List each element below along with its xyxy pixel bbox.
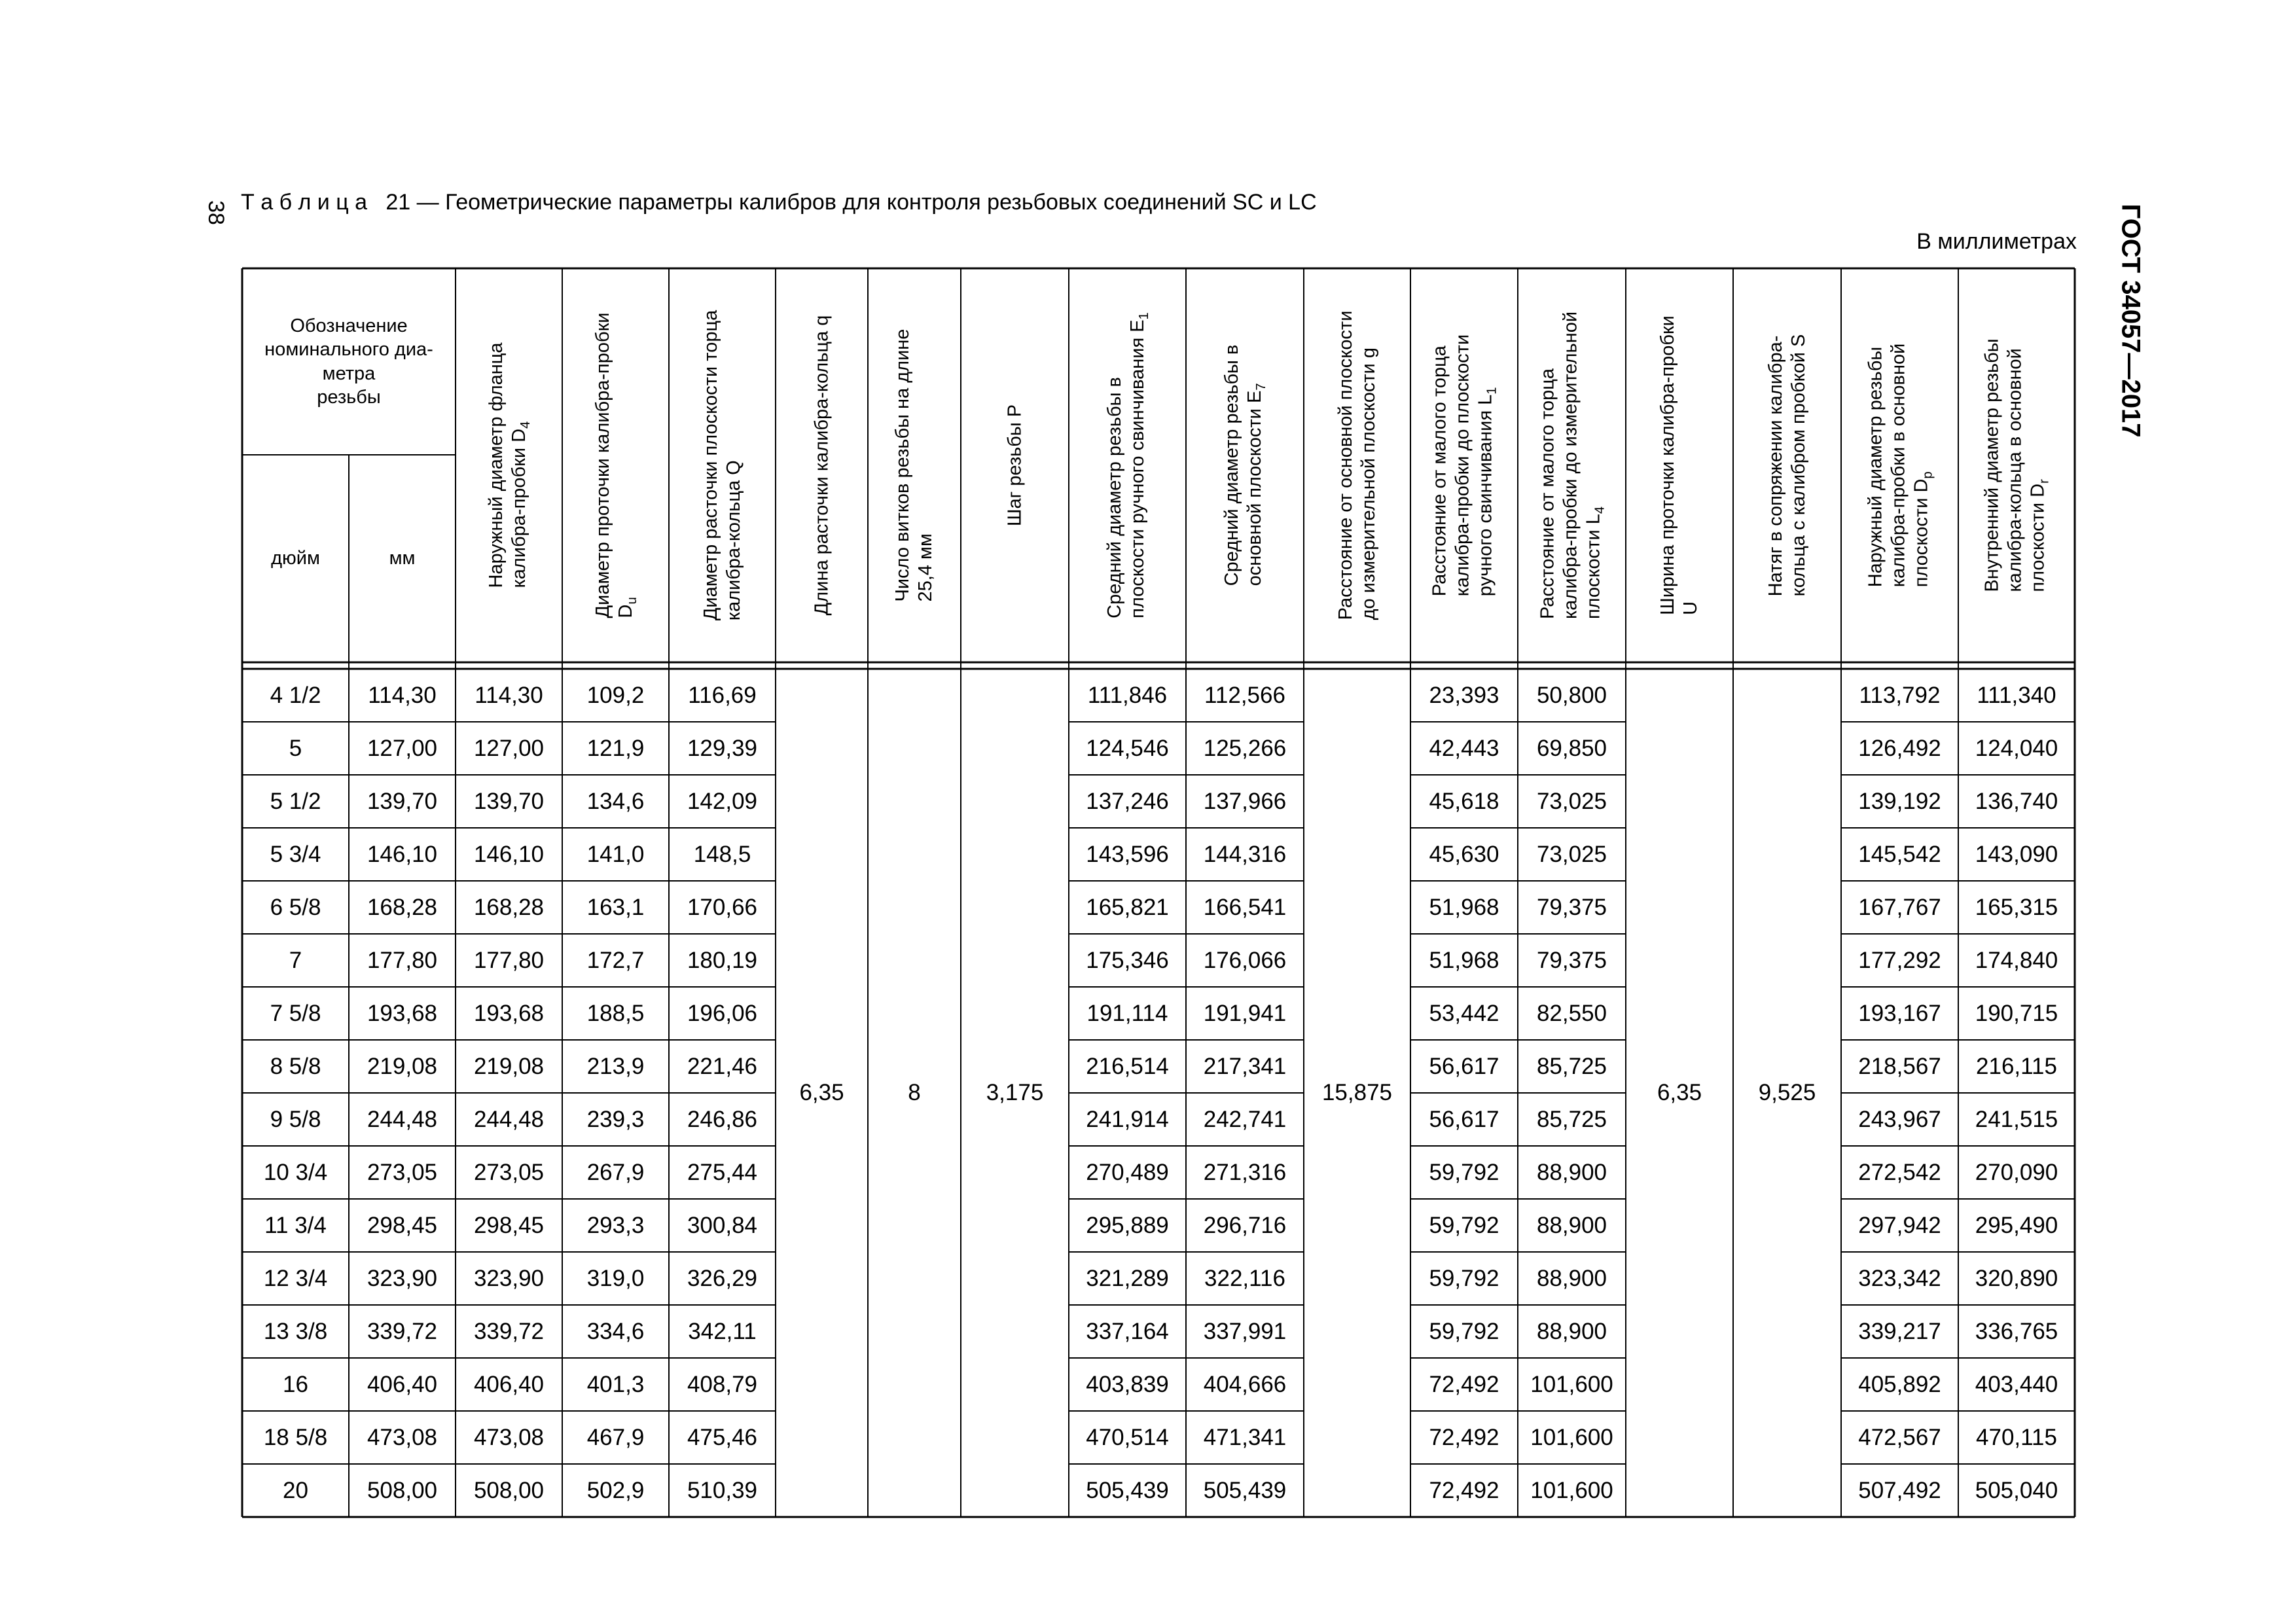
table-cell: 113,792	[1859, 682, 1941, 708]
table-cell: 45,630	[1429, 841, 1499, 867]
table-cell: 339,72	[473, 1318, 545, 1344]
header-distance-L1: Расстояние от малого торца калибра-пробки до плоскости ручного свинчивания $L_1$	[1429, 334, 1499, 597]
table-cell: 9 5/8	[270, 1106, 321, 1132]
header-turns-per-25-4: Число витков резьбы на длине 25,4 мм	[892, 329, 936, 602]
table-cell: 298,45	[367, 1212, 438, 1238]
table-cell: 114,30	[475, 682, 543, 708]
table-cell: 295,490	[1975, 1212, 2058, 1238]
table-cell: 7	[289, 947, 302, 973]
merged-turns: 8	[908, 1080, 921, 1105]
document-code: ГОСТ 34057—2017	[2116, 204, 2145, 438]
table-cell: 101,600	[1530, 1371, 1613, 1397]
page-number: 38	[204, 200, 229, 225]
table-cell: 59,792	[1429, 1159, 1499, 1185]
table-cell: 241,515	[1975, 1106, 2058, 1132]
table-cell: 109,2	[586, 682, 645, 708]
units-note: В миллиметрах	[1916, 229, 2077, 254]
table-cell: 139,70	[473, 788, 545, 814]
table-cell: 319,0	[586, 1265, 645, 1291]
table-cell: 85,725	[1536, 1106, 1607, 1132]
header-flange-diameter-D4: Наружный диаметр фланца калибра-пробки $D_4$	[485, 342, 533, 588]
header-mm: мм	[389, 548, 416, 569]
table-cell: 12 3/4	[263, 1265, 328, 1291]
table-cell: 53,442	[1429, 1000, 1499, 1026]
table-cell: 321,289	[1086, 1265, 1169, 1291]
table-cell: 502,9	[586, 1477, 645, 1503]
header-standoff-S: Натяг в сопряжении калибра- кольца с калибром пробкой S	[1765, 334, 1809, 597]
table-cell: 143,596	[1086, 841, 1169, 867]
table-cell: 59,792	[1429, 1265, 1499, 1291]
table-cell: 148,5	[693, 841, 751, 867]
table-cell: 244,48	[367, 1106, 438, 1132]
table-cell: 218,567	[1858, 1053, 1941, 1079]
table-cell: 473,08	[367, 1424, 438, 1450]
table-cell: 59,792	[1429, 1212, 1499, 1238]
table-cell: 217,341	[1203, 1053, 1287, 1079]
merged-bore-length-q: 6,35	[799, 1080, 844, 1105]
table-cell: 326,29	[687, 1265, 758, 1291]
table-cell: 191,114	[1086, 1000, 1168, 1026]
table-cell: 507,492	[1858, 1477, 1941, 1503]
table-cell: 273,05	[473, 1159, 545, 1185]
table-cell: 271,316	[1203, 1159, 1287, 1185]
table-cell: 129,39	[687, 735, 758, 761]
table-cell: 174,840	[1975, 947, 2058, 973]
table-cell: 42,443	[1429, 735, 1499, 761]
table-cell: 167,767	[1858, 894, 1941, 920]
merged-distance-g: 15,875	[1321, 1080, 1393, 1105]
table-cell: 403,440	[1975, 1371, 2058, 1397]
table-cell: 79,375	[1536, 894, 1607, 920]
table-cell: 51,968	[1429, 894, 1499, 920]
table-cell: 246,86	[687, 1106, 758, 1132]
table-cell: 59,792	[1429, 1318, 1499, 1344]
table-cell: 88,900	[1536, 1212, 1607, 1238]
table-cell: 124,040	[1975, 735, 2058, 761]
table-cell: 176,066	[1203, 947, 1287, 973]
table-cell: 101,600	[1530, 1424, 1613, 1450]
table-cell: 339,217	[1858, 1318, 1941, 1344]
table-cell: 322,116	[1204, 1265, 1285, 1291]
table-cell: 73,025	[1536, 788, 1607, 814]
table-cell: 5	[289, 735, 302, 761]
table-cell: 293,3	[586, 1212, 645, 1238]
table-cell: 51,968	[1429, 947, 1499, 973]
table-cell: 72,492	[1429, 1424, 1499, 1450]
table-cell: 467,9	[586, 1424, 645, 1450]
table-cell: 180,19	[687, 947, 758, 973]
table-cell: 505,439	[1086, 1477, 1169, 1503]
table-cell: 88,900	[1536, 1318, 1607, 1344]
table-cell: 124,546	[1086, 735, 1169, 761]
table-cell: 88,900	[1536, 1159, 1607, 1185]
table-cell: 16	[283, 1371, 308, 1397]
header-distance-L4: Расстояние от малого торца калибра-пробки до измерительной плоскости $L_4$	[1537, 311, 1607, 620]
merged-standoff-S: 9,525	[1758, 1080, 1816, 1105]
table-cell: 177,80	[473, 947, 545, 973]
table-cell: 470,514	[1086, 1424, 1169, 1450]
table-cell: 141,0	[586, 841, 645, 867]
table-cell: 20	[283, 1477, 308, 1503]
table-cell: 165,315	[1975, 894, 2058, 920]
table-cell: 177,80	[367, 947, 438, 973]
table-cell: 323,90	[367, 1265, 438, 1291]
table-cell: 405,892	[1858, 1371, 1941, 1397]
table-cell: 127,00	[473, 735, 545, 761]
table-cell: 23,393	[1429, 682, 1499, 708]
table-cell: 505,439	[1203, 1477, 1287, 1503]
table-cell: 191,941	[1203, 1000, 1287, 1026]
table-cell: 172,7	[586, 947, 645, 973]
header-designation: Обозначение номинального диа- метра резьбы	[264, 315, 433, 408]
table-cell: 146,10	[367, 841, 438, 867]
table-cell: 337,164	[1086, 1318, 1169, 1344]
table-cell: 323,90	[473, 1265, 545, 1291]
table-cell: 219,08	[473, 1053, 545, 1079]
table-cell: 175,346	[1086, 947, 1169, 973]
header-major-diameter-Dp: Наружный диаметр резьбы калибра-пробки в основной плоскости $D_p$	[1865, 343, 1935, 588]
table-cell: 408,79	[687, 1371, 758, 1397]
table-cell: 126,492	[1858, 735, 1941, 761]
table-cell: 193,68	[367, 1000, 438, 1026]
table-cell: 508,00	[367, 1477, 438, 1503]
table-cell: 272,542	[1858, 1159, 1941, 1185]
header-minor-diameter-Dr: Внутренний диаметр резьбы калибра-кольца в основной плоскости $D_r$	[1981, 338, 2052, 592]
table-cell: 270,090	[1975, 1159, 2058, 1185]
header-pitch-diameter-E1: Средний диаметр резьбы в плоскости ручного свинчивания $E_1$	[1103, 312, 1151, 618]
table-cell: 142,09	[687, 788, 758, 814]
table-cell: 13 3/8	[263, 1318, 328, 1344]
table-cell: 297,942	[1858, 1212, 1941, 1238]
table-cell: 193,167	[1858, 1000, 1941, 1026]
table-cell: 296,716	[1203, 1212, 1287, 1238]
table-cell: 403,839	[1086, 1371, 1169, 1397]
table-cell: 342,11	[688, 1318, 757, 1344]
table-cell: 114,30	[368, 682, 437, 708]
table-cell: 406,40	[473, 1371, 545, 1397]
table-cell: 121,9	[586, 735, 645, 761]
table-cell: 73,025	[1536, 841, 1607, 867]
table-cell: 300,84	[687, 1212, 758, 1238]
table-cell: 216,115	[1976, 1053, 2057, 1079]
table-cell: 165,821	[1086, 894, 1169, 920]
header-distance-g: Расстояние от основной плоскости до измерительной плоскости g	[1335, 310, 1379, 620]
table-cell: 471,341	[1203, 1424, 1287, 1450]
table-cell: 401,3	[586, 1371, 645, 1397]
header-inch: дюйм	[271, 548, 320, 569]
table-cell: 50,800	[1536, 682, 1607, 708]
table-cell: 111,340	[1977, 682, 2056, 708]
table-cell: 139,70	[367, 788, 438, 814]
merged-pitch-P: 3,175	[986, 1080, 1044, 1105]
table-cell: 295,889	[1086, 1212, 1169, 1238]
table-cell: 6 5/8	[270, 894, 321, 920]
header-groove-width-U: Ширина проточки калибра-пробки U	[1657, 315, 1701, 615]
table-cell: 298,45	[473, 1212, 545, 1238]
table-cell: 72,492	[1429, 1371, 1499, 1397]
header-thread-pitch-P: Шаг резьбы P	[1004, 404, 1026, 527]
table-cell: 275,44	[687, 1159, 758, 1185]
table-cell: 404,666	[1203, 1371, 1287, 1397]
table-cell: 273,05	[367, 1159, 438, 1185]
table-cell: 337,991	[1203, 1318, 1287, 1344]
table-cell: 5 3/4	[270, 841, 321, 867]
table-cell: 406,40	[367, 1371, 438, 1397]
table-cell: 163,1	[586, 894, 645, 920]
table-cell: 168,28	[473, 894, 545, 920]
table-cell: 170,66	[687, 894, 758, 920]
table-cell: 79,375	[1536, 947, 1607, 973]
header-pitch-diameter-E7: Средний диаметр резьбы в основной плоскости $E_7$	[1221, 344, 1268, 586]
table-cell: 190,715	[1975, 1000, 2058, 1026]
table-cell: 508,00	[473, 1477, 545, 1503]
table-cell: 112,566	[1204, 682, 1285, 708]
table-cell: 137,966	[1203, 788, 1287, 814]
table-cell: 510,39	[687, 1477, 758, 1503]
table-cell: 5 1/2	[270, 788, 321, 814]
table-cell: 143,090	[1975, 841, 2058, 867]
table-cell: 56,617	[1429, 1053, 1499, 1079]
table-cell: 10 3/4	[263, 1159, 328, 1185]
table-cell: 145,542	[1858, 841, 1941, 867]
table-cell: 69,850	[1536, 735, 1607, 761]
table-cell: 146,10	[473, 841, 545, 867]
table-cell: 111,846	[1087, 682, 1168, 708]
table-cell: 267,9	[586, 1159, 645, 1185]
table-cell: 219,08	[367, 1053, 438, 1079]
table-cell: 244,48	[473, 1106, 545, 1132]
table-cell: 339,72	[367, 1318, 438, 1344]
table-cell: 18 5/8	[263, 1424, 328, 1450]
table-cell: 72,492	[1429, 1477, 1499, 1503]
table-cell: 168,28	[367, 894, 438, 920]
table-cell: 188,5	[586, 1000, 645, 1026]
table-cell: 8 5/8	[270, 1053, 321, 1079]
merged-groove-width-U: 6,35	[1657, 1080, 1702, 1105]
table-cell: 127,00	[367, 735, 438, 761]
table-cell: 243,967	[1858, 1106, 1941, 1132]
table-cell: 116,69	[688, 682, 757, 708]
table-cell: 241,914	[1086, 1106, 1169, 1132]
table-cell: 82,550	[1536, 1000, 1607, 1026]
table-cell: 221,46	[687, 1053, 758, 1079]
table-cell: 270,489	[1086, 1159, 1169, 1185]
table-cell: 166,541	[1203, 894, 1287, 920]
table-cell: 242,741	[1203, 1106, 1287, 1132]
table-cell: 45,618	[1429, 788, 1499, 814]
table-cell: 85,725	[1536, 1053, 1607, 1079]
table-cell: 505,040	[1975, 1477, 2058, 1503]
table-cell: 470,115	[1976, 1424, 2057, 1450]
table-cell: 134,6	[586, 788, 645, 814]
table-cell: 473,08	[473, 1424, 545, 1450]
table-cell: 193,68	[473, 1000, 545, 1026]
table-cell: 472,567	[1858, 1424, 1941, 1450]
table-cell: 101,600	[1530, 1477, 1613, 1503]
table-caption: Т а б л и ц а 21 — Геометрические параметры калибров для контроля резьбовых соединений SC и LC	[241, 190, 1317, 215]
table-cell: 88,900	[1536, 1265, 1607, 1291]
table-cell: 56,617	[1429, 1106, 1499, 1132]
header-groove-diameter-Du: Диаметр проточки калибра-пробки $D_u$	[592, 312, 639, 618]
table-cell: 216,514	[1086, 1053, 1169, 1079]
table-cell: 323,342	[1858, 1265, 1941, 1291]
table-cell: 137,246	[1086, 788, 1169, 814]
table-cell: 4 1/2	[270, 682, 321, 708]
table-cell: 7 5/8	[270, 1000, 321, 1026]
table-cell: 213,9	[586, 1053, 645, 1079]
header-bore-length-q: Длина расточки калибра-кольца q	[811, 315, 833, 616]
table-cell: 475,46	[687, 1424, 758, 1450]
table-cell: 136,740	[1975, 788, 2058, 814]
table-cell: 11 3/4	[264, 1212, 327, 1238]
table-cell: 177,292	[1858, 947, 1941, 973]
table-cell: 144,316	[1203, 841, 1287, 867]
table-cell: 239,3	[586, 1106, 645, 1132]
table-cell: 334,6	[586, 1318, 645, 1344]
table-cell: 125,266	[1203, 735, 1287, 761]
header-bore-diameter-Q: Диаметр расточки плоскости торца калибра-кольца Q	[700, 310, 744, 621]
table-cell: 139,192	[1858, 788, 1941, 814]
table-cell: 336,765	[1975, 1318, 2058, 1344]
table-cell: 320,890	[1975, 1265, 2058, 1291]
table-cell: 196,06	[687, 1000, 758, 1026]
